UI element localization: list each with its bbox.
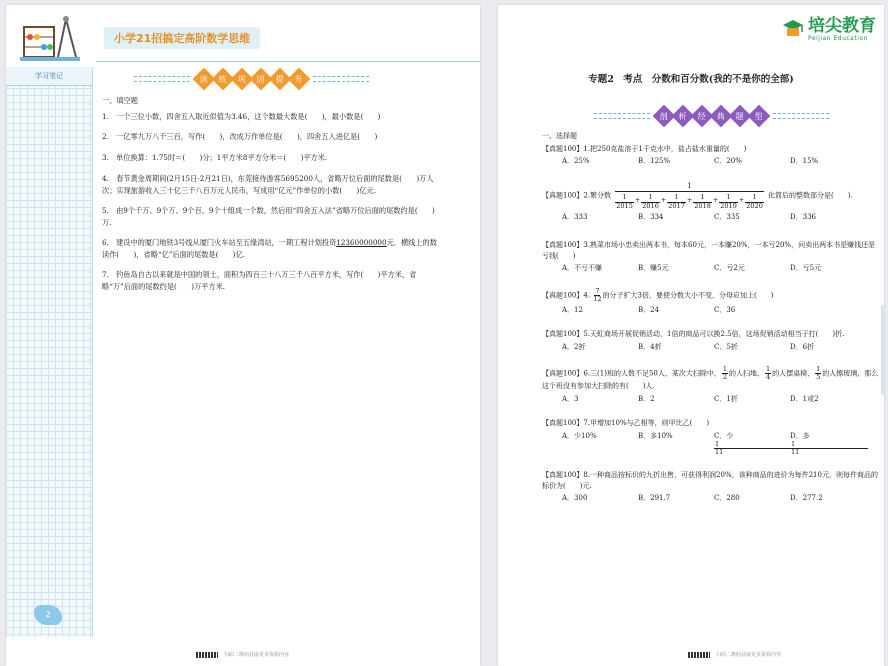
notes-sidebar xyxy=(6,67,93,637)
banner-char: 型 xyxy=(748,105,771,128)
question-item: 【真题100】8.一种商品按标价的九折出售，可获得利润20%，该种商品的进价为每件210元，则每件商品的标价为( )元. A．300 B．291.7 C．280 D．277.2 xyxy=(542,471,878,502)
question-item: 【真题100】1.把250克盐溶于1千克水中，盐占盐水重量的( ) A．25% B．125% C．20% D．15% xyxy=(542,144,819,165)
banner-dashes-right xyxy=(313,76,369,82)
banner-char: 经 xyxy=(691,105,714,128)
classic-banner xyxy=(594,108,829,124)
left-page xyxy=(6,5,480,666)
qr-code-icon xyxy=(196,652,218,658)
series-title: 小学21招搞定高阶数学思维 xyxy=(104,27,260,49)
scroll-indicator[interactable] xyxy=(881,305,884,395)
question-item: 【真题100】3.熟菜市场小忠卖出两本书，每本60元，一本赚20%，一本亏20%，问卖出两本书是赚钱还是亏钱( ) A．不亏不赚 B．赚5元 C．亏2元 D．亏5元 xyxy=(542,241,876,272)
section-title: 一、填空题 xyxy=(102,96,138,105)
question-item: 【真题100】2.繁分数 1 $\frac{1}{2015}$ + $\frac{1}{2016}$ + $\frac{1}{2017}$ + $\frac{1}{2018}$ + $\frac{1}{2019}$ + $\frac{1}{2020}$ 化简后的整数部分是( ). A．333 B．334 C．335 D．336 xyxy=(542,181,853,221)
banner-char: 固 xyxy=(250,68,273,91)
banner-dashes-left xyxy=(594,113,650,119)
section-title: 一、选择题 xyxy=(542,132,577,140)
question-item: 7. 钓鱼岛自古以来就是中国的领土，面积为四百三十八万三千八百平方米，写作( )平方米，省略“万”后面的尾数约是( )万平方米. xyxy=(102,270,417,291)
topic-title: 专题2 考点 分数和百分数(我的不是你的全部) xyxy=(588,74,794,85)
practice-banner xyxy=(134,71,369,87)
banner-char: 剖 xyxy=(653,105,676,128)
sidebar-label: 学习笔记 xyxy=(6,67,92,86)
investment-amount: 12360000000 xyxy=(336,238,387,247)
page-number-badge: 2 xyxy=(34,605,62,625)
banner-char: 提 xyxy=(269,68,292,91)
brand-name: 培尖教育 xyxy=(808,16,876,36)
question-item: 6. 建设中的厦门地铁3号线从厦门火车站至五缘湾站，一期工程计划投资12360000000元．横线上的数读作( )，省略“亿”后面的尾数是( )亿. xyxy=(102,238,437,259)
banner-char: 演 xyxy=(193,68,216,91)
qr-code-icon xyxy=(688,652,710,658)
question-item: 3. 单位换算：1.75时＝( )分；1平方米8平方分米＝( )平方米. xyxy=(102,152,328,162)
banner-char: 析 xyxy=(672,105,695,128)
right-page xyxy=(498,5,884,666)
right-footer: 扫码二维码获取更多资源内容 xyxy=(688,651,781,658)
question-item: 【真题100】6.三(1)班的人数不足50人，某次大扫除中， $\frac{1}{2}$ 的人扫地， $\frac{1}{4}$ 的人摆桌椅， $\frac{1}{5}$ 的人擦玻璃，那么这个班没有参加大扫除的有( )人. A．3 B．2 C．1折 D．1或2 xyxy=(542,365,879,403)
question-item: 【真题100】5.天虹商场开展促销活动，1倍的商品可以换2.5倍，这场促销活动相当于打( )折. A．2折 B．4折 C．5折 D．6折 xyxy=(542,330,845,351)
banner-dashes-right xyxy=(773,113,829,119)
abacus-compass-logo-icon xyxy=(20,13,82,63)
question-item: 【真题100】7.甲增加10%与乙相等，则甲比乙( ) A．少10% B．多10% C．少 $\frac{1}{11}$ D．多 $\frac{1}{11}$ xyxy=(542,418,880,456)
banner-dashes-left xyxy=(134,76,190,82)
banner-char: 巩 xyxy=(231,68,254,91)
question-item: 2. 一亿零九万八千三百，写作( )，改成万作单位是( )，四舍五入进亿是( ) xyxy=(102,132,378,141)
question-item: 【真题100】4. $\frac{7}{12}$ 的分子扩大3倍，要使分数大小不变，分母应加上( ) A．12 B．24 C．36 xyxy=(542,286,774,314)
header-divider xyxy=(96,61,480,62)
brand-logo xyxy=(782,17,876,42)
fill-in-section xyxy=(102,95,438,301)
question-item: 5. 由9个千万、9个万、9个百、9个十组成一个数，然后用“四舍五入法”省略万位后面的尾数约是( )万. xyxy=(102,206,435,227)
complex-fraction: 1 $\frac{1}{2015}$ + $\frac{1}{2016}$ + $\frac{1}{2017}$ + $\frac{1}{2018}$ + $\frac{1}{2019}$ + $\frac{1}{2020}$ xyxy=(616,181,763,210)
left-footer: 扫码二维码获取更多资源内容 xyxy=(196,651,289,658)
banner-char: 题 xyxy=(729,105,752,128)
banner-char: 典 xyxy=(710,105,733,128)
banner-char: 升 xyxy=(288,68,311,91)
graduation-cap-icon xyxy=(782,18,804,42)
brand-english: Peijian Education xyxy=(808,35,868,42)
banner-char: 练 xyxy=(212,68,235,91)
question-item: 1. 一个三位小数，四舍五入取近似值为3.46，这个数最大数是( )，最小数是( ) xyxy=(102,111,381,121)
choice-section xyxy=(542,131,880,513)
question-item: 4. 春节黄金周期间(2月15日-2月21日)，东莞接待游客5695200人，省略万位后面的尾数是( )万人次；实现旅游收入三十亿三千八百万元人民币，写成用“亿元”作单位的小数( )亿元. xyxy=(102,174,434,195)
